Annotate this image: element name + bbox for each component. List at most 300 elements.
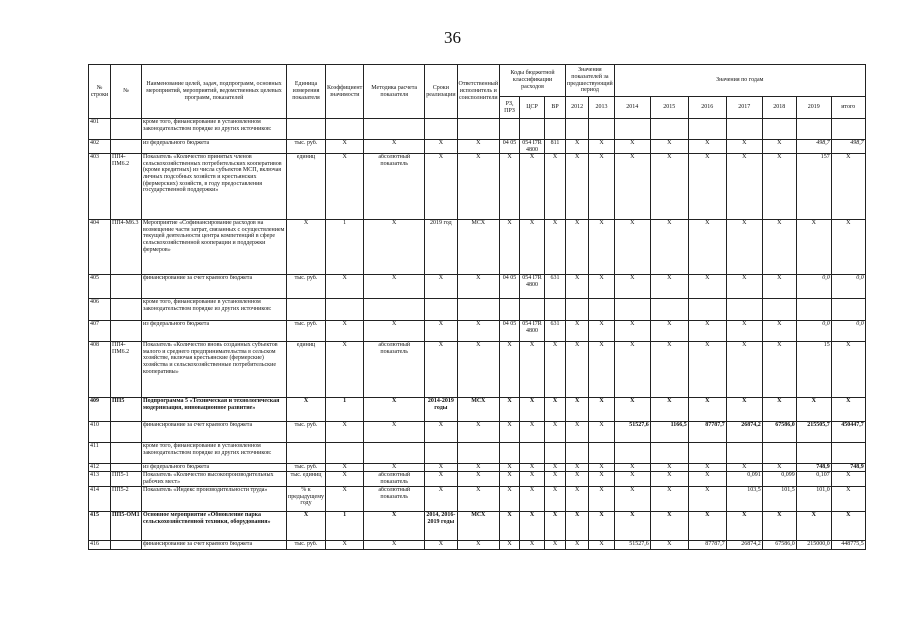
table-row	[89, 422, 866, 443]
cell-term: 2014-2019 годы	[425, 398, 457, 422]
cell-y2019: 0,0	[796, 321, 831, 342]
header-vr: ВР	[545, 97, 566, 119]
cell-term	[425, 299, 457, 321]
cell-exec: МСХ	[457, 220, 500, 275]
cell-y2019: 157	[796, 154, 831, 220]
cell-exec	[457, 299, 500, 321]
header-rz: РЗ, ПРЗ	[500, 97, 520, 119]
cell-name: Подпрограмма 5 «Техническая и технологическая модернизация, инновационное развитие»	[142, 398, 287, 422]
cell-row: 402	[89, 140, 111, 154]
cell-csr: Х	[520, 154, 545, 220]
cell-y2016: Х	[688, 140, 726, 154]
cell-name: Показатель «Количество принятых членов сельскохозяйственных потребительских кооперативов (кроме кредитных) из числа субъектов МСП, включая личных подсобных хозяйств и крестьянских (фермерских) хозяйств, в году предоставления государственной поддержки»	[142, 154, 287, 220]
cell-term: Х	[425, 275, 457, 299]
cell-y2013: Х	[589, 140, 614, 154]
cell-y2012	[566, 299, 589, 321]
cell-unit	[287, 119, 326, 140]
cell-csr: Х	[520, 464, 545, 472]
header-total: итого	[831, 97, 865, 119]
table-row	[89, 119, 866, 140]
cell-y2016	[688, 443, 726, 464]
header-csr: ЦСР	[520, 97, 545, 119]
cell-no	[111, 541, 142, 550]
cell-y2014: Х	[614, 275, 650, 299]
cell-rz: Х	[500, 398, 520, 422]
header-years: Значения по годам	[614, 65, 865, 97]
cell-total: Х	[831, 220, 865, 275]
table-row	[89, 140, 866, 154]
cell-name: из федерального бюджета	[142, 140, 287, 154]
cell-name: из федерального бюджета	[142, 464, 287, 472]
table-row	[89, 321, 866, 342]
cell-coef: Х	[326, 541, 364, 550]
cell-csr: Х	[520, 342, 545, 398]
cell-y2016: Х	[688, 512, 726, 541]
cell-y2014: Х	[614, 321, 650, 342]
cell-total: Х	[831, 154, 865, 220]
cell-y2018: Х	[762, 154, 796, 220]
cell-unit: тыс. руб.	[287, 422, 326, 443]
cell-method: Х	[364, 220, 425, 275]
cell-y2019	[796, 443, 831, 464]
cell-term	[425, 119, 457, 140]
cell-row: 405	[89, 275, 111, 299]
cell-vr: 631	[545, 321, 566, 342]
cell-term: Х	[425, 154, 457, 220]
cell-term: Х	[425, 472, 457, 487]
header-previous-period: Значения показателей за предшествующий период	[566, 65, 615, 97]
table-row	[89, 512, 866, 541]
cell-total	[831, 119, 865, 140]
cell-no: ПП5-2	[111, 487, 142, 512]
cell-exec	[457, 119, 500, 140]
cell-csr: Х	[520, 487, 545, 512]
cell-csr: 054 I7R 4800	[520, 321, 545, 342]
cell-vr	[545, 299, 566, 321]
cell-y2013: Х	[589, 422, 614, 443]
cell-rz: Х	[500, 154, 520, 220]
cell-term: Х	[425, 487, 457, 512]
cell-row: 410	[89, 422, 111, 443]
cell-y2013: Х	[589, 487, 614, 512]
cell-rz: Х	[500, 342, 520, 398]
table-row	[89, 154, 866, 220]
cell-unit: Х	[287, 512, 326, 541]
cell-y2018	[762, 119, 796, 140]
header-budget-codes: Коды бюджетной классификации расходов	[500, 65, 566, 97]
cell-method: Х	[364, 321, 425, 342]
cell-y2013	[589, 299, 614, 321]
cell-total: Х	[831, 487, 865, 512]
cell-row: 415	[89, 512, 111, 541]
cell-rz: Х	[500, 464, 520, 472]
cell-rz: Х	[500, 220, 520, 275]
cell-unit: % к предыдущему году	[287, 487, 326, 512]
header-2016: 2016	[688, 97, 726, 119]
cell-total: Х	[831, 512, 865, 541]
cell-y2018: Х	[762, 220, 796, 275]
cell-rz: 04 05	[500, 275, 520, 299]
cell-y2016	[688, 119, 726, 140]
cell-row: 409	[89, 398, 111, 422]
table-row	[89, 541, 866, 550]
cell-method: Х	[364, 422, 425, 443]
cell-unit: Х	[287, 398, 326, 422]
cell-y2017	[726, 119, 762, 140]
cell-term: Х	[425, 541, 457, 550]
cell-y2014	[614, 119, 650, 140]
program-indicators-table	[88, 64, 866, 550]
header-coefficient: Коэффициент значимости	[326, 65, 364, 119]
cell-vr: Х	[545, 220, 566, 275]
cell-row: 414	[89, 487, 111, 512]
cell-name: финансирование за счет краевого бюджета	[142, 541, 287, 550]
cell-rz: Х	[500, 487, 520, 512]
cell-y2015: Х	[650, 342, 688, 398]
cell-y2015	[650, 443, 688, 464]
cell-y2015: Х	[650, 464, 688, 472]
header-2018: 2018	[762, 97, 796, 119]
cell-y2018: 101,5	[762, 487, 796, 512]
cell-row: 411	[89, 443, 111, 464]
cell-y2014: Х	[614, 487, 650, 512]
cell-y2019: Х	[796, 398, 831, 422]
cell-name: Показатель «Количество высокопроизводительных рабочих мест»	[142, 472, 287, 487]
header-row-number: № строки	[89, 65, 111, 119]
cell-y2016: 87787,7	[688, 422, 726, 443]
cell-y2016: Х	[688, 154, 726, 220]
cell-y2018: 0,099	[762, 472, 796, 487]
table-row	[89, 398, 866, 422]
cell-term: 2019 год	[425, 220, 457, 275]
cell-y2017: Х	[726, 140, 762, 154]
cell-rz: Х	[500, 422, 520, 443]
cell-y2012	[566, 119, 589, 140]
cell-y2017: Х	[726, 154, 762, 220]
header-executor: Ответственный исполнитель и соисполнители	[457, 65, 500, 119]
cell-y2015: Х	[650, 398, 688, 422]
cell-y2013	[589, 443, 614, 464]
cell-y2012: Х	[566, 275, 589, 299]
cell-method: абсолютный показатель	[364, 472, 425, 487]
cell-y2014	[614, 299, 650, 321]
cell-y2019: 101,0	[796, 487, 831, 512]
cell-vr: Х	[545, 422, 566, 443]
cell-coef: Х	[326, 342, 364, 398]
cell-y2013: Х	[589, 541, 614, 550]
cell-coef: 1	[326, 512, 364, 541]
cell-y2016: Х	[688, 472, 726, 487]
cell-y2012: Х	[566, 342, 589, 398]
cell-unit: тыс. руб.	[287, 275, 326, 299]
cell-name: Показатель «Количество вновь созданных субъектов малого и среднего предпринимательства в сельском хозяйстве, включая крестьянские (фермерские) хозяйства и сельскохозяйственные потребительские кооперативы»	[142, 342, 287, 398]
cell-csr	[520, 443, 545, 464]
cell-row: 406	[89, 299, 111, 321]
cell-y2012: Х	[566, 154, 589, 220]
cell-exec: Х	[457, 464, 500, 472]
cell-rz	[500, 119, 520, 140]
cell-name: Мероприятие «Софинансирование расходов на возмещение части затрат, связанных с осуществлением текущей деятельности центра компетенций в сфере сельскохозяйственной кооперации и поддержки фермеров»	[142, 220, 287, 275]
cell-total: Х	[831, 398, 865, 422]
cell-name: кроме того, финансирование в установленном законодательством порядке из других источников:	[142, 299, 287, 321]
cell-csr: 054 I7R 4800	[520, 140, 545, 154]
cell-y2016: Х	[688, 398, 726, 422]
cell-vr: Х	[545, 464, 566, 472]
cell-no	[111, 119, 142, 140]
cell-y2014: Х	[614, 472, 650, 487]
header-2019: 2019	[796, 97, 831, 119]
cell-coef: Х	[326, 472, 364, 487]
cell-row: 413	[89, 472, 111, 487]
cell-coef: 1	[326, 220, 364, 275]
cell-unit: тыс. руб.	[287, 140, 326, 154]
cell-csr	[520, 299, 545, 321]
cell-method: Х	[364, 398, 425, 422]
cell-coef: Х	[326, 275, 364, 299]
cell-vr: Х	[545, 342, 566, 398]
cell-y2015: Х	[650, 472, 688, 487]
cell-y2018: 67586,0	[762, 422, 796, 443]
cell-y2016	[688, 299, 726, 321]
cell-method: Х	[364, 464, 425, 472]
cell-no	[111, 140, 142, 154]
cell-term: Х	[425, 342, 457, 398]
cell-y2017: 26874,2	[726, 541, 762, 550]
cell-y2013: Х	[589, 321, 614, 342]
cell-y2018	[762, 443, 796, 464]
cell-y2018: Х	[762, 464, 796, 472]
cell-name: кроме того, финансирование в установленном законодательством порядке из других источников:	[142, 119, 287, 140]
cell-csr: Х	[520, 541, 545, 550]
cell-coef: Х	[326, 140, 364, 154]
cell-total: Х	[831, 472, 865, 487]
cell-y2018: 67586,0	[762, 541, 796, 550]
cell-y2014: Х	[614, 220, 650, 275]
cell-y2014: Х	[614, 154, 650, 220]
cell-y2015: Х	[650, 541, 688, 550]
header-2012: 2012	[566, 97, 589, 119]
cell-y2019: 215505,7	[796, 422, 831, 443]
cell-y2013: Х	[589, 342, 614, 398]
cell-total	[831, 443, 865, 464]
cell-y2016: Х	[688, 342, 726, 398]
cell-y2019: 748,9	[796, 464, 831, 472]
cell-method: абсолютный показатель	[364, 154, 425, 220]
cell-exec	[457, 443, 500, 464]
cell-row: 403	[89, 154, 111, 220]
cell-y2012: Х	[566, 422, 589, 443]
cell-csr: Х	[520, 472, 545, 487]
cell-coef: Х	[326, 487, 364, 512]
cell-term: Х	[425, 464, 457, 472]
cell-y2016: Х	[688, 321, 726, 342]
cell-y2014: Х	[614, 140, 650, 154]
table-row	[89, 443, 866, 464]
cell-exec: МСХ	[457, 512, 500, 541]
cell-y2015: Х	[650, 512, 688, 541]
cell-y2014: Х	[614, 342, 650, 398]
cell-y2019: 215000,0	[796, 541, 831, 550]
cell-y2018: Х	[762, 398, 796, 422]
cell-y2012: Х	[566, 464, 589, 472]
cell-y2017: Х	[726, 275, 762, 299]
cell-rz: Х	[500, 541, 520, 550]
cell-y2017: Х	[726, 398, 762, 422]
cell-method	[364, 119, 425, 140]
cell-y2017: 103,5	[726, 487, 762, 512]
cell-y2013	[589, 119, 614, 140]
cell-method	[364, 443, 425, 464]
cell-term: Х	[425, 321, 457, 342]
cell-csr: Х	[520, 220, 545, 275]
header-name: Наименование целей, задач, подпрограмм, основных мероприятий, мероприятий, ведомственных целевых программ, показателей	[142, 65, 287, 119]
cell-method: абсолютный показатель	[364, 487, 425, 512]
cell-y2013: Х	[589, 472, 614, 487]
cell-y2016: 87787,7	[688, 541, 726, 550]
cell-y2019	[796, 119, 831, 140]
cell-unit: Х	[287, 220, 326, 275]
cell-term: Х	[425, 140, 457, 154]
cell-vr: Х	[545, 487, 566, 512]
cell-method	[364, 299, 425, 321]
cell-csr: Х	[520, 422, 545, 443]
cell-vr: Х	[545, 541, 566, 550]
cell-no: ПП4-М6.3	[111, 220, 142, 275]
cell-y2017: Х	[726, 220, 762, 275]
cell-y2012: Х	[566, 541, 589, 550]
cell-y2019: 0,107	[796, 472, 831, 487]
cell-y2014: Х	[614, 398, 650, 422]
cell-unit	[287, 299, 326, 321]
cell-row: 412	[89, 464, 111, 472]
header-2015: 2015	[650, 97, 688, 119]
cell-coef: Х	[326, 464, 364, 472]
cell-y2012	[566, 443, 589, 464]
cell-name: финансирование за счет краевого бюджета	[142, 422, 287, 443]
cell-y2017: 0,091	[726, 472, 762, 487]
cell-coef	[326, 299, 364, 321]
cell-y2016: Х	[688, 487, 726, 512]
cell-y2015	[650, 299, 688, 321]
cell-row: 408	[89, 342, 111, 398]
cell-name: финансирование за счет краевого бюджета	[142, 275, 287, 299]
cell-y2015: Х	[650, 140, 688, 154]
cell-y2017: Х	[726, 342, 762, 398]
cell-exec: Х	[457, 321, 500, 342]
cell-y2014: Х	[614, 512, 650, 541]
cell-total: 748,9	[831, 464, 865, 472]
cell-y2012: Х	[566, 512, 589, 541]
cell-total: Х	[831, 342, 865, 398]
cell-y2013: Х	[589, 154, 614, 220]
cell-y2018: Х	[762, 321, 796, 342]
cell-vr: Х	[545, 154, 566, 220]
cell-y2014: 51527,6	[614, 422, 650, 443]
cell-no	[111, 443, 142, 464]
cell-exec: Х	[457, 342, 500, 398]
header-2014: 2014	[614, 97, 650, 119]
cell-no	[111, 464, 142, 472]
cell-y2013: Х	[589, 512, 614, 541]
cell-name: кроме того, финансирование в установленном законодательством порядке из других источников:	[142, 443, 287, 464]
cell-no: ПП5	[111, 398, 142, 422]
cell-vr	[545, 443, 566, 464]
cell-exec: Х	[457, 275, 500, 299]
cell-unit: тыс. руб.	[287, 541, 326, 550]
cell-coef	[326, 119, 364, 140]
cell-y2013: Х	[589, 464, 614, 472]
cell-method: Х	[364, 140, 425, 154]
cell-y2018: Х	[762, 512, 796, 541]
table-row	[89, 299, 866, 321]
cell-rz	[500, 443, 520, 464]
cell-y2017	[726, 299, 762, 321]
cell-rz: 04 05	[500, 140, 520, 154]
cell-exec: Х	[457, 472, 500, 487]
cell-y2012: Х	[566, 487, 589, 512]
table-row	[89, 275, 866, 299]
header-2017: 2017	[726, 97, 762, 119]
cell-unit: тыс. единиц	[287, 472, 326, 487]
cell-total: 498,7	[831, 140, 865, 154]
cell-y2019: Х	[796, 512, 831, 541]
cell-csr: 054 I7R 4800	[520, 275, 545, 299]
cell-coef: Х	[326, 321, 364, 342]
cell-y2012: Х	[566, 472, 589, 487]
cell-unit	[287, 443, 326, 464]
table-row	[89, 487, 866, 512]
cell-exec: Х	[457, 422, 500, 443]
cell-coef	[326, 443, 364, 464]
cell-exec: Х	[457, 140, 500, 154]
cell-y2014	[614, 443, 650, 464]
cell-y2017	[726, 443, 762, 464]
cell-method: Х	[364, 541, 425, 550]
cell-vr	[545, 119, 566, 140]
cell-y2018	[762, 299, 796, 321]
cell-y2017: Х	[726, 464, 762, 472]
table-row	[89, 472, 866, 487]
cell-y2015: Х	[650, 487, 688, 512]
cell-no	[111, 299, 142, 321]
cell-name: Основное мероприятие «Обновление парка сельскохозяйственной техники, оборудования»	[142, 512, 287, 541]
cell-y2012: Х	[566, 398, 589, 422]
cell-no: ПП5-1	[111, 472, 142, 487]
cell-no	[111, 422, 142, 443]
cell-total: 0,0	[831, 321, 865, 342]
cell-y2013: Х	[589, 398, 614, 422]
cell-total	[831, 299, 865, 321]
cell-y2019	[796, 299, 831, 321]
cell-term	[425, 443, 457, 464]
cell-coef: Х	[326, 422, 364, 443]
cell-vr: Х	[545, 398, 566, 422]
cell-csr: Х	[520, 512, 545, 541]
cell-y2012: Х	[566, 140, 589, 154]
cell-y2019: 15	[796, 342, 831, 398]
cell-name: из федерального бюджета	[142, 321, 287, 342]
header-method: Методика расчета показателя	[364, 65, 425, 119]
cell-csr: Х	[520, 398, 545, 422]
cell-unit: единиц	[287, 154, 326, 220]
cell-total: 0,0	[831, 275, 865, 299]
header-2013: 2013	[589, 97, 614, 119]
cell-row: 416	[89, 541, 111, 550]
cell-y2012: Х	[566, 321, 589, 342]
table-row	[89, 342, 866, 398]
cell-unit: единиц	[287, 342, 326, 398]
cell-vr: 811	[545, 140, 566, 154]
